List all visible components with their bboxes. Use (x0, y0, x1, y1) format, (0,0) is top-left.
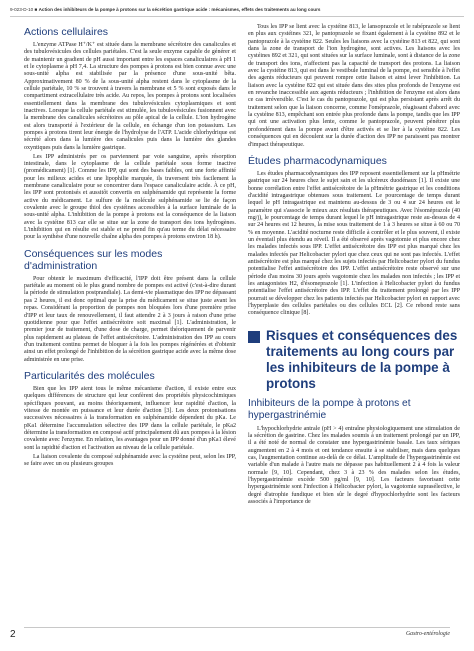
footer-rule (24, 627, 450, 628)
paragraph: La liaison covalente du composé sulphénamide avec la cystéine peut, selon les IPP, se faire avec un ou plusieurs groupes (24, 453, 236, 467)
major-heading (248, 328, 460, 392)
section-title-actions: Actions cellulaires (24, 26, 109, 38)
paragraph: L'hypochlorhydrie antrale (pH > 4) entraîne physiologiquement une stimulation de la sécrétion de gastrine. Chez les malades soumis à un traitement prolongé par un IPP, il a été noté de normal de constater une hypergastrinémie basale. Les taux sériques augmentent en 2 à 4 mois et ont tendance ensuite à se stabiliser, mais dans quelques cas, l'augmentation continue au-delà de ce délai. L'amplitude de l'hypergastrinémie est variable d'un malade à l'autre mais ne dépasse pas habituellement 2 à 4 fois la valeur normale [9, 10]. Cependant, chez 3 à 23 % des malades selon les études, l'hypergastrinémie excède 500 pg/ml [9, 10]. Les facteurs favorisant cette hypergastrinémie sont l'infection à Helicobacter pylori, la vagotomie suprasélective, le degré d'atrophie fundique et bien sûr le degré d'hypochlorhydrie sont les facteurs associés à l'importance de (248, 425, 460, 506)
page-number: 2 (10, 629, 16, 640)
square-bullet-icon (248, 331, 260, 343)
article-code: 9-023-D-10 (10, 7, 34, 12)
right-column (248, 24, 460, 508)
paragraph: Bien que les IPP aient tous le même mécanisme d'action, il existe entre eux quelques différences de structure qui leur confèrent des propriétés physicochimiques spécifiques pouvant, au moins théoriquement, influencer leur rapidité d'action, la vitesse de montée en puissance et leur durée d'action [3]. Les deux protonisations successives nécessaires à la transformation en sulphénamide dépendent du pKa. Le pKa1 détermine l'accumulation sélective des IPP dans la cellule pariétale, le pKa2 détermine la transformation en composé actif principalement dû aux pompes à la lésion covalente avec l'enzyme. En relation, les avantages pour un IPP donné d'un pKa1 élevé sont la rapidité d'action et l'activation au niveau de la cellule pariétale. (24, 385, 236, 451)
section-title-pharmacodynamics: Études pharmacodynamiques (248, 154, 387, 167)
paragraph: Les IPP administrés per os parviennent par voie sanguine, après résorption intestinale, dans le cytoplasme de la cellule pariétale sous forme inactive (promédicament) [1]. Comme les IPP, qui sont des bases faibles, ont une forte affinité pour les milieux acides et une lipophilie marquée, ils traversent très facilement la membrane canaliculaire pour se concentrer dans l'espace canaliculaire acide. À ce pH, les IPP sont protonisés et aussitôt convertis en sulphénamide qui représente la forme active du médicament. Le sulfure de la molécule sulphénamide se lie de façon covalente avec le groupe thiol des cystéines accessibles à la surface luminale de la sous-unité alpha. L'inhibition de la pompe à protons est la conséquence de la liaison avec la cystéine 813 car elle se situe sur la zone de transport des ions hydrogènes. L'inhibition qui en résulte est stable et ne prend fin qu'au terme du délai nécessaire pour la synthèse d'une nouvelle chaîne alpha des pompes à protons environ 18 h). (24, 153, 236, 241)
paragraph: Pour obtenir le maximum d'efficacité, l'IPP doit être présent dans la cellule pariétale au moment où le plus grand nombre de pompes est activé (c'est-à-dire durant la période de stimulation postprandiale). La demi-vie plasmatique des IPP ne dépassant pas 2 heures, il est donc optimal que la prise du médicament se situe juste avant les repas. Considérant la proportion de pompes non bloquées lors d'une première prise d'IPP et leur taux de renouvellement, il faut attendre 2 à 3 jours à raison d'une prise quotidienne pour que l'effet antisécrétoire soit maximal [1]. L'administration, le premier jour de traitement, d'une dose de charge, permet théoriquement de parvenir plus rapidement au plateau de l'effet antisécrétoire. L'administration des IPP au cours d'un traitement continu permet de bloquer à la fois les pompes régénérées et d'obtenir ainsi un effet prolongé de l'inhibition de la sécrétion gastrique acide avec la même dose administrée en une prise. (24, 275, 236, 363)
left-column (24, 24, 236, 470)
running-head (10, 7, 464, 12)
paragraph: L'enzyme ATPase H⁺/K⁺ est située dans la membrane sécrétoire des canalicules et des tubulovésicules des cellules pariétales. C'est la seule enzyme capable de générer et de maintenir un gradient de pH aussi important entre les espaces canaliculaires à pH 1 et le cytoplasme à pH 7,4. La structure des pompes à protons est bien connue avec une sous-unité alpha est stabilisée par la présence d'une sous-unité bêta. Approximativement 80 % de la sous-unité alpha restent dans le cytoplasme de la cellule pariétale, 10 % se trouvent à travers la membrane et 5 % sont exposés dans le compartiment extracellulaire très acide. Au repos, les pompes à protons sont localisées essentiellement dans la membrane des tubulovésicules cytoplasmiques et sont inactives. Lorsque la cellule pariétale est stimulée, les tubulovésicules fusionnent avec la membrane des canalicules sécrétoires au pôle apical de la cellule. L'ion hydrogène est alors transporté à l'extérieur de la cellule, en échange d'un ion potassium. Les pompes à protons tirent leur énergie de l'hydrolyse de l'ATP. L'acide chlorhydrique est sécrété alors dans la lumière des canalicules puis dans la lumière des glandes oxyntiques puis dans la lumière gastrique. (24, 42, 236, 151)
separator: ■ (34, 7, 38, 12)
section-title-administration: Conséquences sur les modes d'administration (24, 247, 163, 272)
running-title: Action des inhibiteurs de la pompe à protons sur la sécrétion gastrique acide : mécanismes, effets des traitements au long cours (38, 7, 321, 12)
journal-name: Gastro-entérologie (405, 631, 450, 637)
section-title-molecules: Particularités des molécules (24, 369, 155, 382)
header-rule (10, 16, 464, 17)
paragraph: Tous les IPP se lient avec la cystéine 813, le lansoprazole et le rabéprazole se lient en plus aux cystéines 321, le pantoprazole se fixant également à la cystéine 892 et le pantoprazole à la cystéine 822. Seules les liaisons avec la cystéine 813 et 822, qui sont dans la zone de transport de l'ion hydrogène, sont actives. Les liaisons avec les cystéines 892 et 321, qui sont situées sur la surface luminale, sont à distance de la zone de transport des ions, n'affectent pas la capacité de transport des protons. La liaison avec la cystéine 813, qui est dans le vestibule luminal de la pompe, est sensible à l'effet des agents réducteurs qui peuvent rompre cette liaison et ainsi lever l'inhibition. La liaison avec la cystéine 822 qui est située dans des sites plus profonds de l'enzyme est en revanche inaccessible aux agents réducteurs ; l'inhibition de l'enzyme est alors dans ce cas irréversible. C'est le cas du pantoprazole, qui est plus persistant après arrêt du traitement selon que la liaison concerne, comme l'oméprazole, réagissant d'abord avec la cystéine 813, empêchant son entrée plus profonde dans la pompe, tandis que les IPP qui ont une activation plus lente, comme le pantoprazole, peuvent pénétrer plus profondément dans la pompe avant d'être activés et se lier à la cystéine 822. Les conséquences qui en découlent sur la durée d'action des IPP ne paraissent pas montrer d'impact thérapeutique. (248, 24, 460, 148)
section-title-hypergastrinemia: Inhibiteurs de la pompe à protons et hypergastrinémie (248, 397, 411, 421)
paragraph: Les études pharmacodynamiques des IPP reposent essentiellement sur la pHmétrie gastrique sur 24 heures chez le sujet sain et les ulcéreux duodénaux [1]. Il existe une bonne corrélation entre l'effet antisécrétoire de la pHmétrie gastrique et les conditions d'acidité intragastrique obtenues sous traitement. Le pourcentage de temps durant lequel le pH intragastrique est maintenu au-dessus de 3 ou 4 sur 24 heures est le paramètre qui s'associe le mieux aux résultats thérapeutiques. Avec l'ésoméprazole (40 mg/j), le pourcentage de temps durant lequel le pH intragastrique reste au-dessus de 4 sur 24 heures est 12 heures, la mise sous traitement de 1 à 3 heures se situe à 60 ou 70 % en moyenne. L'acidité nocturne reste difficile à contrôler et le plus souvent, il existe un éventail plus étendu au réveil. Il a été observé après vagotomie et plus encore chez les malades infectés sous IPP. L'effet antisécrétoire des IPP est plus marqué chez les malades infectés par Helicobacter pylori que chez ceux qui ne sont pas infectés. L'effet antisécrétoire est plus marqué chez les sujets infectés par Helicobacter pylori du fundus potentialise l'effet antisécrétoire des IPP. L'effet antisécrétoire reste observé sur une période d'au moins 30 jours après vagotomie chez les malades non infectés ; les IPP et les antagonistes H2, d'ésomeprazole [1]. L'infection à Helicobacter pylori du fundus potentialise l'effet antisécrétoire des IPP. L'effet du traitement prolongé par les IPP pourrait se développer chez les patients infectés par Helicobacter pylori en rapport avec l'hyperplasie des cellules pariétales ou des cellules ECL [2]. Ce rebond reste sans conséquence clinique [8]. (248, 170, 460, 317)
major-heading-text: Risques et conséquences des traitements au long cours par les inhibiteurs de la pompe à protons (266, 327, 458, 391)
